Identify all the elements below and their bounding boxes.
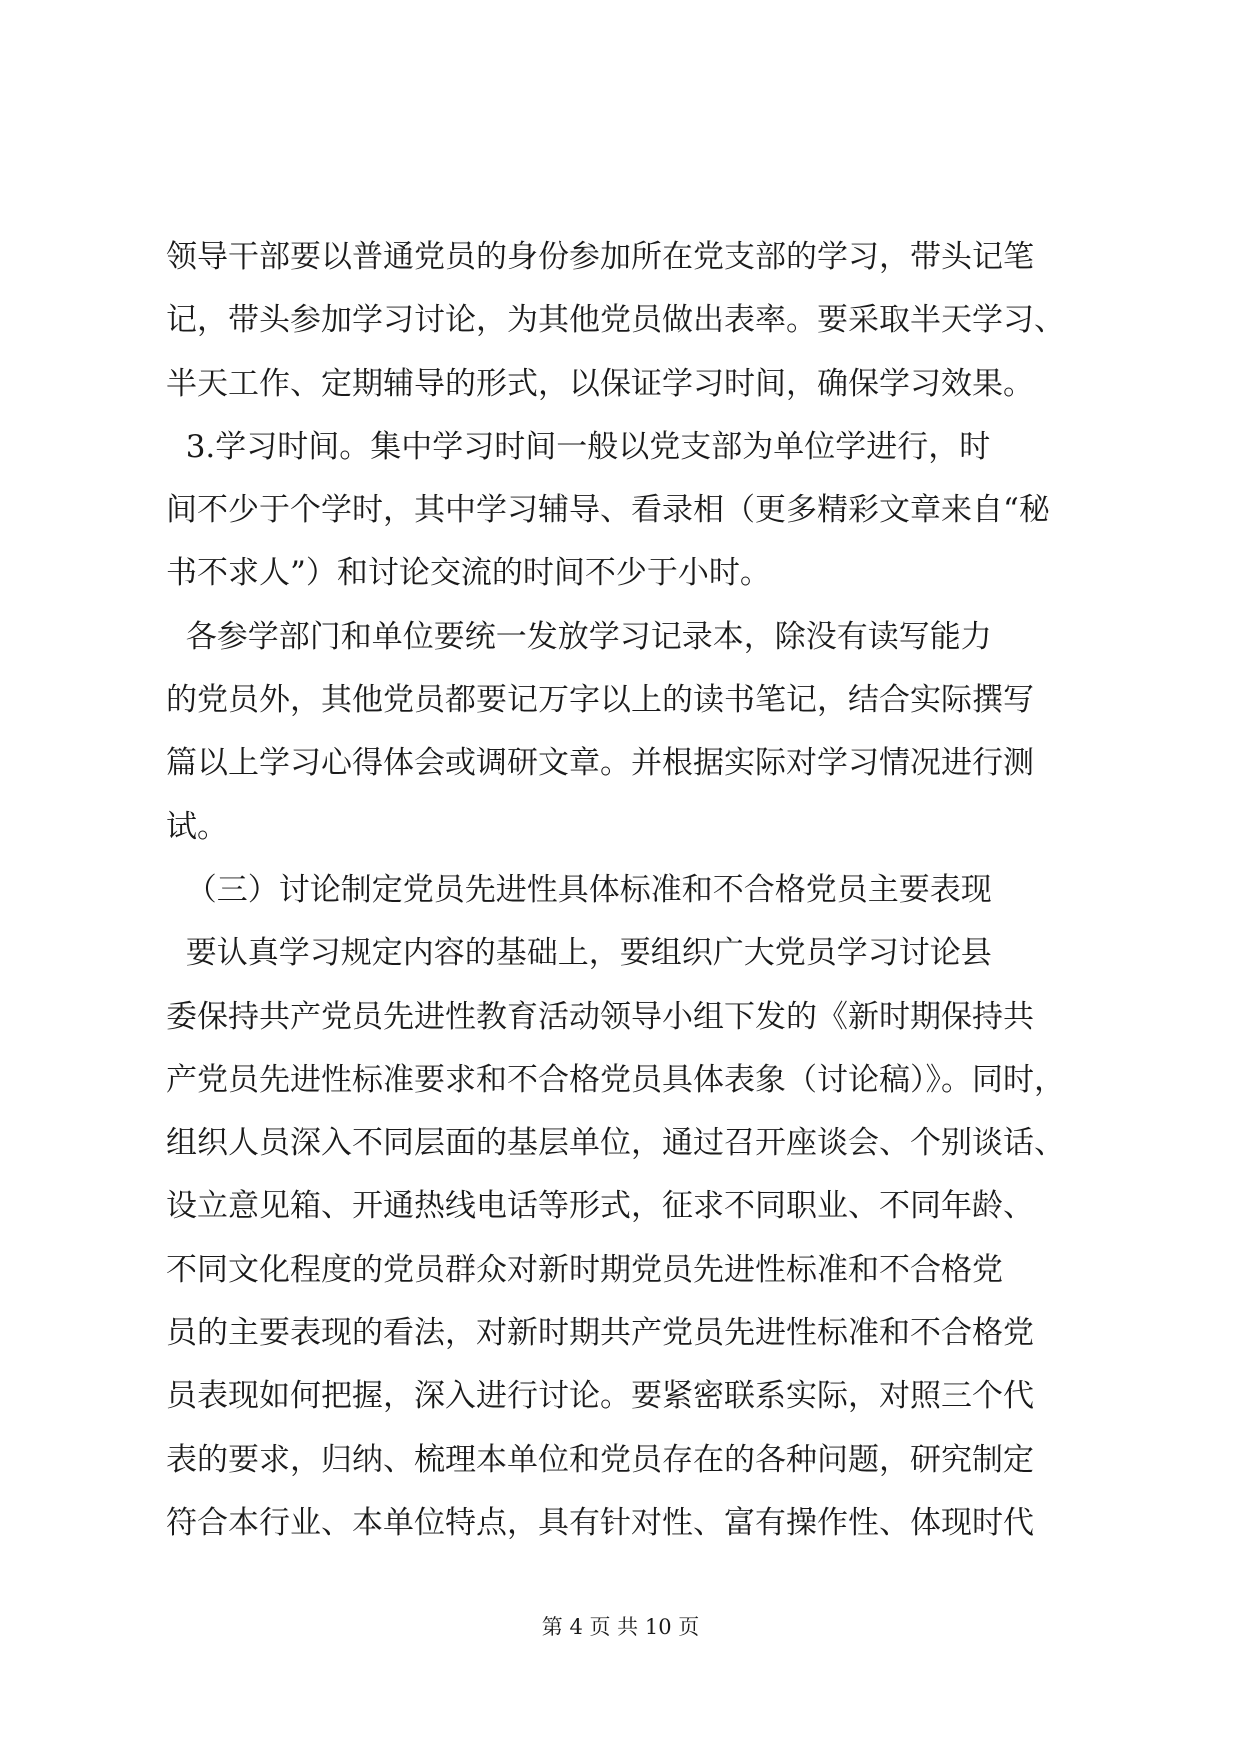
text-line: 篇以上学习心得体会或调研文章。并根据实际对学习情况进行测	[166, 745, 1034, 782]
text-line: 设立意见箱、开通热线电话等形式，征求不同职业、不同年龄、	[166, 1188, 1034, 1225]
text-line: 委保持共产党员先进性教育活动领导小组下发的《新时期保持共	[166, 998, 1034, 1035]
body-text	[166, 226, 1078, 1555]
text-line: 符合本行业、本单位特点，具有针对性、富有操作性、体现时代	[166, 1504, 1034, 1541]
text-line: 员表现如何把握，深入进行讨论。要紧密联系实际，对照三个代	[166, 1378, 1034, 1415]
text-line: 3.学习时间。集中学习时间一般以党支部为单位学进行，时	[166, 428, 991, 465]
text-line: 不同文化程度的党员群众对新时期党员先进性标准和不合格党	[166, 1251, 1003, 1288]
text-line: 表的要求，归纳、梳理本单位和党员存在的各种问题，研究制定	[166, 1441, 1034, 1478]
text-line: 要认真学习规定内容的基础上，要组织广大党员学习讨论县	[166, 935, 992, 972]
page-number-footer: 第 4 页 共 10 页	[541, 1615, 700, 1639]
text-line: 的党员外，其他党员都要记万字以上的读书笔记，结合实际撰写	[166, 682, 1034, 719]
text-line: 领导干部要以普通党员的身份参加所在党支部的学习，带头记笔	[166, 239, 1034, 275]
text-line: 记，带头参加学习讨论，为其他党员做出表率。要采取半天学习、	[166, 302, 1065, 339]
section-heading: （三）讨论制定党员先进性具体标准和不合格党员主要表现	[166, 871, 992, 908]
text-line: 员的主要表现的看法，对新时期共产党员先进性标准和不合格党	[166, 1315, 1034, 1352]
text-line: 各参学部门和单位要统一发放学习记录本，除没有读写能力	[166, 618, 992, 655]
text-line: 半天工作、定期辅导的形式，以保证学习时间，确保学习效果。	[166, 365, 1034, 402]
text-line: 书不求人”）和讨论交流的时间不少于小时。	[166, 555, 771, 592]
text-line: 产党员先进性标准要求和不合格党员具体表象（讨论稿）》。同时，	[166, 1061, 1065, 1098]
text-line: 试。	[166, 808, 228, 845]
text-line: 组织人员深入不同层面的基层单位，通过召开座谈会、个别谈话、	[166, 1125, 1065, 1162]
text-line: 间不少于个学时，其中学习辅导、看录相（更多精彩文章来自“秘	[166, 492, 1050, 529]
